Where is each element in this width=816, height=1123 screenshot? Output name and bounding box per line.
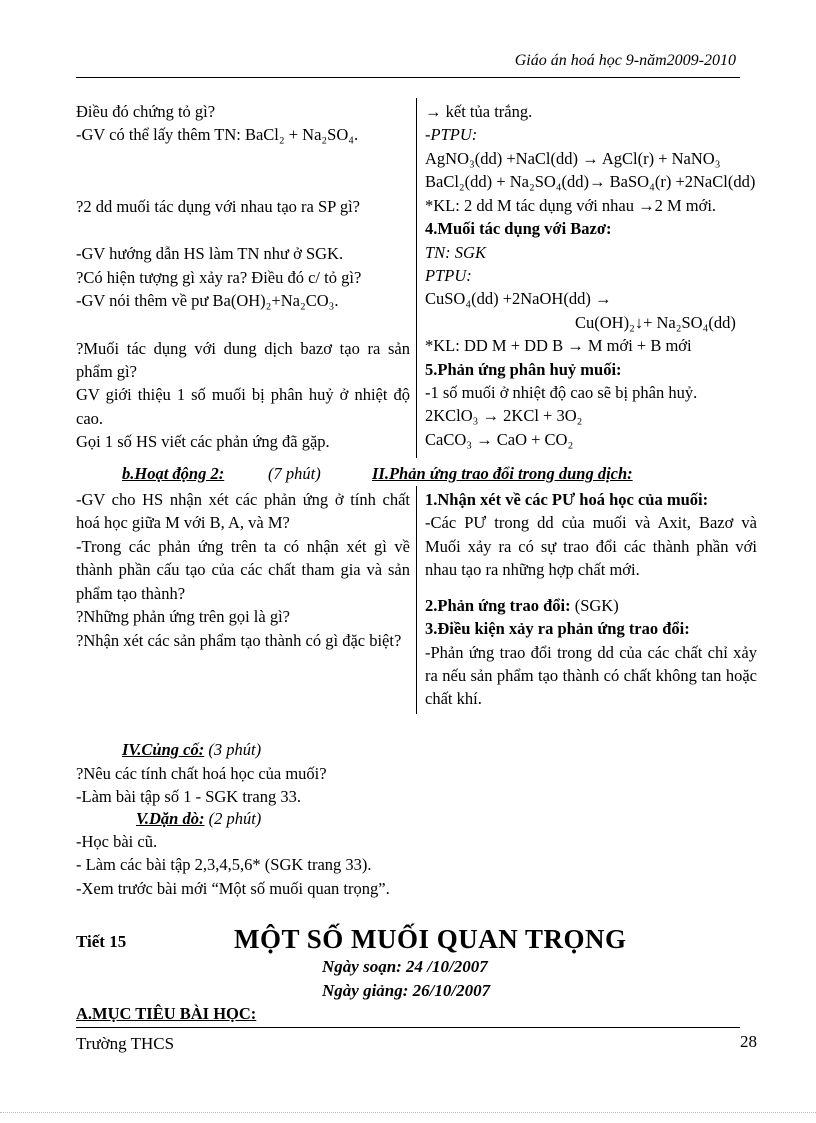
left-line: ?Nhận xét các sản phẩm tạo thành có gì đặc biệt? bbox=[76, 630, 402, 650]
section-heading: 5.Phản ứng phân huỷ muối: bbox=[425, 359, 622, 379]
homework-header bbox=[136, 807, 261, 830]
body-line: -Làm bài tập số 1 - SGK trang 33. bbox=[76, 787, 301, 807]
column-divider-2 bbox=[416, 486, 417, 714]
left-line: -GV cho HS nhận xét các phản ứng ở tính chất hoá học giữa M với B, A, và M? bbox=[76, 490, 410, 533]
table2-right-column bbox=[425, 488, 757, 711]
conclusion: *KL: DD M + DD B → M mới + B mới bbox=[425, 336, 692, 356]
activity-time: (7 phút) bbox=[268, 464, 321, 483]
table2-left-column bbox=[76, 488, 410, 652]
homework-label: V.Dặn dò: bbox=[136, 809, 205, 828]
header-rule bbox=[76, 77, 740, 78]
equation: 2KClO₃ → 2KCl + 3O₂ bbox=[425, 406, 583, 426]
objectives-heading: A.MỤC TIÊU BÀI HỌC: bbox=[76, 1004, 257, 1023]
left-line: ?2 dd muối tác dụng với nhau tạo ra SP gì? bbox=[76, 196, 360, 216]
section-title: II.Phản ứng trao đổi trong dung dịch: bbox=[372, 464, 633, 483]
page-number: 28 bbox=[740, 1032, 757, 1051]
equation: CuSO₄(dd) +2NaOH(dd) → bbox=[425, 289, 612, 309]
equation: CaCO₃ → CaO + CO₂ bbox=[425, 429, 574, 449]
right-line: TN: SGK bbox=[425, 242, 486, 262]
left-line: ?Những phản ứng trên gọi là gì? bbox=[76, 607, 291, 627]
right-line: PTPU: bbox=[425, 265, 472, 285]
section-heading: 2.Phản ứng trao đổi: bbox=[425, 595, 571, 615]
prep-date: Ngày soạn: 24 /10/2007 bbox=[322, 957, 488, 976]
right-line: → kết tủa trắng. bbox=[425, 102, 533, 121]
section-heading: 3.Điều kiện xảy ra phản ứng trao đổi: bbox=[425, 619, 690, 639]
consolidation-header bbox=[122, 738, 261, 761]
table1-left-column bbox=[76, 100, 410, 454]
lesson-title: MỘT SỐ MUỐI QUAN TRỌNG bbox=[234, 924, 627, 954]
conclusion: *KL: 2 dd M tác dụng với nhau →2 M mới. bbox=[425, 195, 717, 215]
right-line: -Phản ứng trao đổi trong dd của các chất chỉ xảy ra nếu sản phẩm tạo thành có chất không tan hoặc chất khí. bbox=[425, 642, 757, 709]
right-line: -Các PƯ trong dd của muối và Axit, Bazơ và Muối xảy ra có sự trao đổi các thành phần với nhau tạo ra những hợp chất mới. bbox=[425, 513, 757, 580]
body-line: - Làm các bài tập 2,3,4,5,6* (SGK trang 33). bbox=[76, 855, 372, 875]
body-line: -Xem trước bài mới “Một số muối quan trọng”. bbox=[76, 878, 390, 898]
activity-label: b.Hoạt động 2: bbox=[122, 464, 225, 483]
left-line: Gọi 1 số HS viết các phản ứng đã gặp. bbox=[76, 432, 330, 452]
section-heading: 1.Nhận xét về các PƯ hoá học của muối: bbox=[425, 490, 709, 509]
section-heading: 4.Muối tác dụng với Bazơ: bbox=[425, 219, 612, 239]
body-line: -Học bài cũ. bbox=[76, 832, 158, 851]
footer-rule bbox=[76, 1027, 740, 1028]
homework-time: (2 phút) bbox=[208, 809, 262, 828]
right-line: -1 số muối ở nhiệt độ cao sẽ bị phân huỷ. bbox=[425, 383, 698, 403]
equation: Cu(OH)₂↓+ Na₂SO₄(dd) bbox=[575, 312, 736, 332]
teach-date: Ngày giảng: 26/10/2007 bbox=[322, 980, 491, 1000]
left-line: -Trong các phản ứng trên ta có nhận xét gì về thành phần cấu tạo của các chất tham gia và sản phẩm tạo thành? bbox=[76, 536, 410, 603]
lesson-period: Tiết 15 bbox=[76, 932, 127, 951]
left-line: -GV nói thêm về pư Ba(OH)₂+Na₂CO₃. bbox=[76, 291, 339, 311]
document-header: Giáo án hoá học 9-năm2009-2010 bbox=[514, 52, 736, 69]
body-line: ?Nêu các tính chất hoá học của muối? bbox=[76, 764, 327, 783]
equation: BaCl₂(dd) + Na₂SO₄(dd)→ BaSO₄(r) +2NaCl(dd) bbox=[425, 172, 756, 192]
consolidation-label: IV.Củng cố: bbox=[122, 740, 205, 759]
footer-school: Trường THCS bbox=[76, 1034, 175, 1053]
left-line: ?Muối tác dụng với dung dịch bazơ tạo ra sản phẩm gì? bbox=[76, 338, 410, 381]
lesson-dates bbox=[322, 955, 490, 1003]
consolidation-body bbox=[76, 762, 327, 809]
left-line: GV giới thiệu 1 số muối bị phân huỷ ở nhiệt độ cao. bbox=[76, 385, 410, 428]
consolidation-time: (3 phút) bbox=[208, 740, 262, 759]
reference: (SGK) bbox=[574, 595, 619, 615]
left-line: -GV có thể lấy thêm TN: BaCl₂ + Na₂SO₄. bbox=[76, 125, 359, 145]
table1-right-column bbox=[425, 100, 757, 451]
right-line: -PTPU: bbox=[425, 125, 478, 145]
homework-body bbox=[76, 830, 390, 900]
column-divider-1 bbox=[416, 98, 417, 458]
page-edge bbox=[0, 1112, 816, 1113]
left-line: ?Có hiện tượng gì xảy ra? Điều đó c/ tỏ gì? bbox=[76, 267, 362, 287]
left-line: Điều đó chứng tỏ gì? bbox=[76, 102, 216, 121]
left-line: -GV hướng dẫn HS làm TN như ở SGK. bbox=[76, 244, 344, 264]
equation: AgNO₃(dd) +NaCl(dd) → AgCl(r) + NaNO₃ bbox=[425, 148, 721, 168]
